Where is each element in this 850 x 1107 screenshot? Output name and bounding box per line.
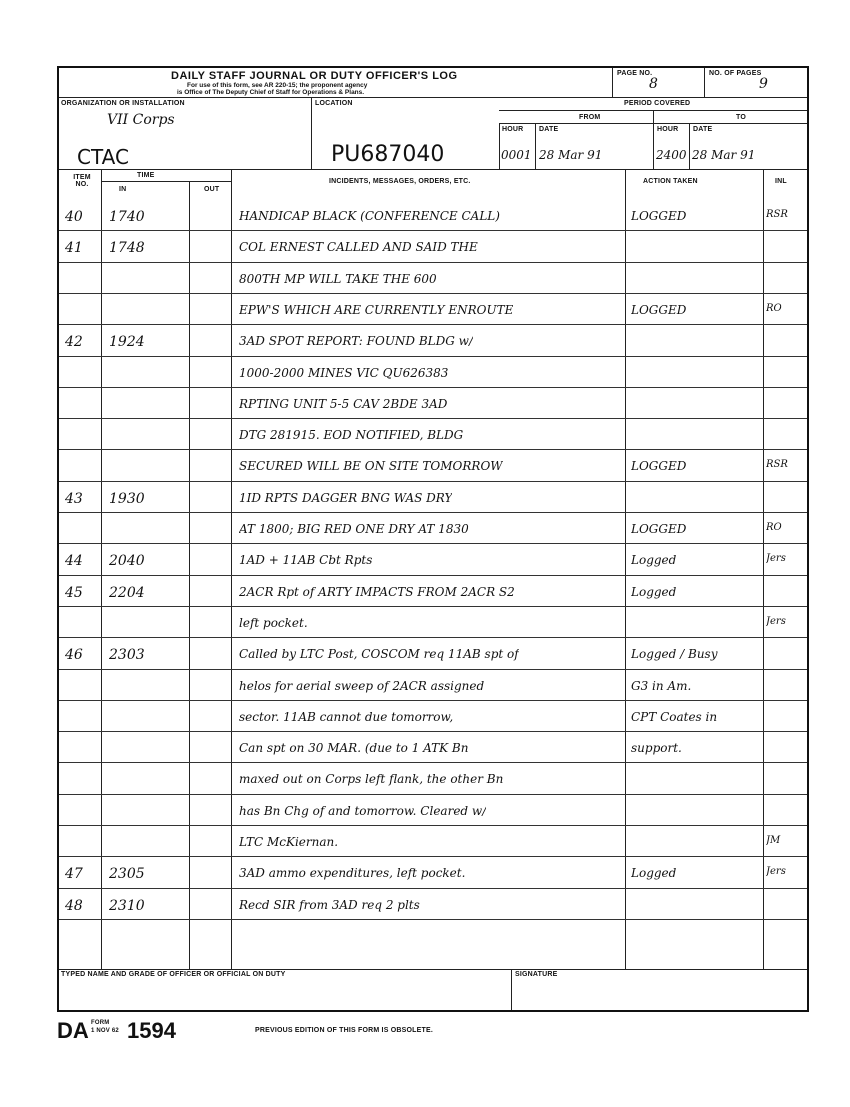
row-incident-text: 3AD ammo expenditures, left pocket. (239, 866, 466, 881)
row-incident-text: has Bn Chg of and tomorrow. Cleared w/ (239, 803, 487, 818)
col-inl-label: INL (775, 178, 787, 185)
to-date-label: DATE (693, 126, 713, 133)
row-incident-text: AT 1800; BIG RED ONE DRY AT 1830 (239, 522, 469, 536)
page-no-label: PAGE NO. (617, 70, 653, 77)
row-action-taken: Logged (631, 866, 677, 881)
form-word: FORM (91, 1020, 110, 1026)
previous-edition-note: PREVIOUS EDITION OF THIS FORM IS OBSOLETE. (255, 1027, 433, 1034)
row-incident-text: 1000-2000 MINES VIC QU626383 (239, 365, 449, 380)
row-time-in: 1924 (109, 334, 145, 351)
col-item-label: ITEM NO. (73, 174, 91, 188)
from-hour-value: 0001 (501, 148, 532, 162)
form-da: DA (57, 1018, 89, 1043)
form-subtitle-2: is Office of The Deputy Chief of Staff for Operations & Plans. (177, 89, 365, 96)
row-time-in: 2305 (109, 866, 145, 883)
row-time-in: 2040 (109, 553, 145, 570)
row-time-in: 1930 (109, 490, 145, 507)
no-pages-label: NO. OF PAGES (709, 70, 762, 77)
to-hour-value: 2400 (656, 148, 687, 162)
row-incident-text: Recd SIR from 3AD req 2 plts (239, 897, 420, 912)
row-item-no: 41 (65, 240, 83, 257)
row-divider (59, 606, 807, 607)
from-label: FROM (579, 114, 601, 121)
form-number: 1594 (127, 1018, 176, 1043)
row-incident-text: EPW'S WHICH ARE CURRENTLY ENROUTE (239, 302, 514, 317)
row-action-taken: LOGGED (631, 302, 687, 317)
journal-form (57, 66, 809, 1012)
row-incident-text: 800TH MP WILL TAKE THE 600 (239, 271, 437, 286)
no-pages-value: 9 (759, 76, 768, 92)
row-divider (59, 481, 807, 482)
period-label: PERIOD COVERED (624, 100, 691, 107)
row-divider (59, 794, 807, 795)
row-divider (59, 262, 807, 263)
row-divider (59, 543, 807, 544)
row-divider (59, 512, 807, 513)
row-divider (59, 762, 807, 763)
row-divider (59, 449, 807, 450)
row-action-taken: support. (631, 741, 682, 756)
row-initials: RSR (766, 209, 788, 220)
col-action-label: ACTION TAKEN (643, 178, 698, 185)
row-divider (59, 356, 807, 357)
row-incident-text: 3AD SPOT REPORT: FOUND BLDG w/ (239, 334, 473, 349)
row-divider (59, 575, 807, 576)
row-incident-text: RPTING UNIT 5-5 CAV 2BDE 3AD (239, 396, 448, 411)
row-action-taken: G3 in Am. (631, 678, 692, 693)
row-initials: RO (766, 522, 782, 533)
row-time-in: 2204 (109, 584, 145, 601)
from-date-value: 28 Mar 91 (539, 148, 603, 162)
row-incident-text: HANDICAP BLACK (CONFERENCE CALL) (239, 209, 500, 223)
row-incident-text: sector. 11AB cannot due tomorrow, (239, 709, 454, 724)
row-incident-text: COL ERNEST CALLED AND SAID THE (239, 240, 478, 255)
col-in-label: IN (119, 186, 127, 193)
to-hour-label: HOUR (657, 126, 679, 133)
row-incident-text: 1AD + 11AB Cbt Rpts (239, 553, 373, 568)
row-incident-text: helos for aerial sweep of 2ACR assigned (239, 678, 485, 693)
row-item-no: 43 (65, 490, 83, 507)
row-time-in: 2310 (109, 897, 145, 914)
to-label: TO (736, 114, 746, 121)
row-time-in: 1748 (109, 240, 145, 257)
row-time-in: 1740 (109, 209, 145, 225)
row-action-taken: Logged (631, 553, 677, 568)
col-incidents-label: INCIDENTS, MESSAGES, ORDERS, ETC. (329, 178, 471, 185)
row-item-no: 45 (65, 584, 83, 601)
col-out-label: OUT (204, 186, 220, 193)
row-incident-text: Called by LTC Post, COSCOM req 11AB spt of (239, 647, 519, 662)
row-incident-text: maxed out on Corps left flank, the other Bn (239, 772, 504, 787)
from-hour-label: HOUR (502, 126, 524, 133)
form-subtitle-1: For use of this form, see AR 220-15; the proponent agency (187, 82, 368, 89)
row-action-taken: LOGGED (631, 209, 687, 223)
row-incident-text: LTC McKiernan. (239, 835, 339, 849)
row-divider (59, 888, 807, 889)
row-divider (59, 418, 807, 419)
row-divider (59, 919, 807, 920)
location-value: PU687040 (331, 142, 445, 167)
signature-label: SIGNATURE (515, 971, 558, 978)
org-label: ORGANIZATION OR INSTALLATION (61, 100, 185, 107)
row-initials: Jers (766, 615, 786, 627)
row-incident-text: Can spt on 30 MAR. (due to 1 ATK Bn (239, 741, 469, 756)
row-time-in: 2303 (109, 647, 145, 664)
row-initials: Jers (766, 866, 786, 878)
row-action-taken: LOGGED (631, 459, 687, 474)
org-value-2: CTAC (77, 145, 129, 169)
org-value-1: VII Corps (107, 112, 175, 128)
row-initials: RO (766, 302, 782, 314)
row-initials: RSR (766, 459, 788, 471)
from-date-label: DATE (539, 126, 559, 133)
row-divider (59, 637, 807, 638)
location-label: LOCATION (315, 100, 353, 107)
row-action-taken: Logged / Busy (631, 647, 718, 662)
row-divider (59, 293, 807, 294)
row-item-no: 40 (65, 209, 83, 225)
form-title: DAILY STAFF JOURNAL OR DUTY OFFICER'S LOG (171, 70, 458, 82)
row-incident-text: 1ID RPTS DAGGER BNG WAS DRY (239, 490, 453, 505)
row-incident-text: DTG 281915. EOD NOTIFIED, BLDG (239, 428, 464, 443)
form-date: 1 NOV 62 (91, 1028, 119, 1034)
row-incident-text: left pocket. (239, 615, 308, 630)
row-item-no: 44 (65, 553, 83, 570)
row-divider (59, 669, 807, 670)
to-date-value: 28 Mar 91 (692, 148, 756, 162)
row-action-taken: LOGGED (631, 522, 687, 536)
row-divider (59, 856, 807, 857)
row-incident-text: SECURED WILL BE ON SITE TOMORROW (239, 459, 503, 474)
row-item-no: 42 (65, 334, 83, 351)
row-divider (59, 700, 807, 701)
row-initials: JM (766, 835, 781, 846)
row-action-taken: Logged (631, 584, 677, 599)
row-item-no: 47 (65, 866, 83, 883)
page-no-value: 8 (649, 76, 658, 92)
row-initials: Jers (766, 553, 786, 565)
row-divider (59, 324, 807, 325)
row-divider (59, 230, 807, 231)
col-time-label: TIME (137, 172, 155, 179)
row-action-taken: CPT Coates in (631, 709, 718, 724)
row-item-no: 48 (65, 897, 83, 914)
row-item-no: 46 (65, 647, 83, 664)
typed-name-label: TYPED NAME AND GRADE OF OFFICER OR OFFICIAL ON DUTY (61, 971, 286, 978)
row-incident-text: 2ACR Rpt of ARTY IMPACTS FROM 2ACR S2 (239, 584, 515, 599)
row-divider (59, 387, 807, 388)
row-divider (59, 825, 807, 826)
row-divider (59, 731, 807, 732)
